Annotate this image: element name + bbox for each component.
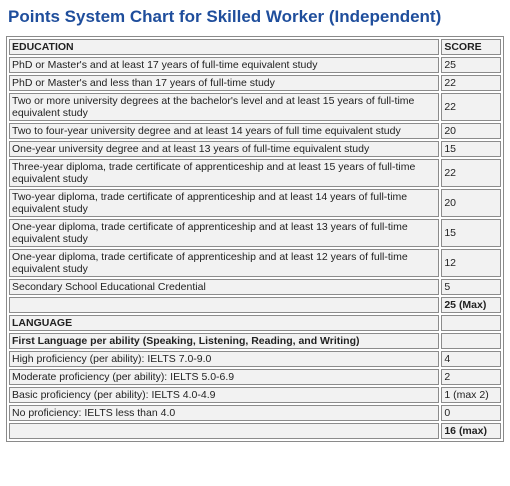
row-score: 0 xyxy=(441,405,501,421)
education-max-score: 25 (Max) xyxy=(441,297,501,313)
table-row xyxy=(9,219,501,247)
score-header: SCORE xyxy=(441,39,501,55)
row-score: 22 xyxy=(441,93,501,121)
row-label: Moderate proficiency (per ability): IELTS 5.0-6.9 xyxy=(9,369,439,385)
table-row xyxy=(9,351,501,367)
empty-cell xyxy=(9,423,439,439)
row-score: 12 xyxy=(441,249,501,277)
empty-cell xyxy=(9,297,439,313)
language-subheader: First Language per ability (Speaking, Listening, Reading, and Writing) xyxy=(9,333,439,349)
row-score: 20 xyxy=(441,123,501,139)
points-table xyxy=(6,36,504,442)
table-row xyxy=(9,123,501,139)
table-row xyxy=(9,249,501,277)
education-header: EDUCATION xyxy=(9,39,439,55)
row-score: 4 xyxy=(441,351,501,367)
education-header-row xyxy=(9,39,501,55)
language-max-score: 16 (max) xyxy=(441,423,501,439)
row-score: 2 xyxy=(441,369,501,385)
row-score: 1 (max 2) xyxy=(441,387,501,403)
row-label: One-year diploma, trade certificate of apprenticeship and at least 12 years of full-time equivalent study xyxy=(9,249,439,277)
empty-cell xyxy=(441,333,501,349)
row-label: No proficiency: IELTS less than 4.0 xyxy=(9,405,439,421)
table-row xyxy=(9,141,501,157)
table-row xyxy=(9,57,501,73)
empty-cell xyxy=(441,315,501,331)
row-score: 22 xyxy=(441,159,501,187)
table-row xyxy=(9,189,501,217)
row-label: Two or more university degrees at the bachelor's level and at least 15 years of full-time equivalent study xyxy=(9,93,439,121)
row-label: PhD or Master's and at least 17 years of full-time equivalent study xyxy=(9,57,439,73)
language-header-row xyxy=(9,315,501,331)
row-label: High proficiency (per ability): IELTS 7.0-9.0 xyxy=(9,351,439,367)
table-row xyxy=(9,387,501,403)
row-score: 25 xyxy=(441,57,501,73)
table-row xyxy=(9,279,501,295)
education-max-row xyxy=(9,297,501,313)
language-subheader-row xyxy=(9,333,501,349)
row-label: Three-year diploma, trade certificate of apprenticeship and at least 15 years of full-time equivalent study xyxy=(9,159,439,187)
row-label: Two to four-year university degree and at least 14 years of full time equivalent study xyxy=(9,123,439,139)
language-max-row xyxy=(9,423,501,439)
row-label: One-year diploma, trade certificate of apprenticeship and at least 13 years of full-time equivalent study xyxy=(9,219,439,247)
row-label: Secondary School Educational Credential xyxy=(9,279,439,295)
row-label: One-year university degree and at least 13 years of full-time equivalent study xyxy=(9,141,439,157)
table-row xyxy=(9,405,501,421)
table-row xyxy=(9,369,501,385)
row-score: 15 xyxy=(441,219,501,247)
row-score: 15 xyxy=(441,141,501,157)
table-row xyxy=(9,93,501,121)
language-header: LANGUAGE xyxy=(9,315,439,331)
row-score: 5 xyxy=(441,279,501,295)
page-title: Points System Chart for Skilled Worker (Independent) xyxy=(8,7,442,26)
row-label: Two-year diploma, trade certificate of apprenticeship and at least 14 years of full-time equivalent study xyxy=(9,189,439,217)
row-label: Basic proficiency (per ability): IELTS 4.0-4.9 xyxy=(9,387,439,403)
table-row xyxy=(9,159,501,187)
table-row xyxy=(9,75,501,91)
row-label: PhD or Master's and less than 17 years of full-time study xyxy=(9,75,439,91)
row-score: 22 xyxy=(441,75,501,91)
row-score: 20 xyxy=(441,189,501,217)
